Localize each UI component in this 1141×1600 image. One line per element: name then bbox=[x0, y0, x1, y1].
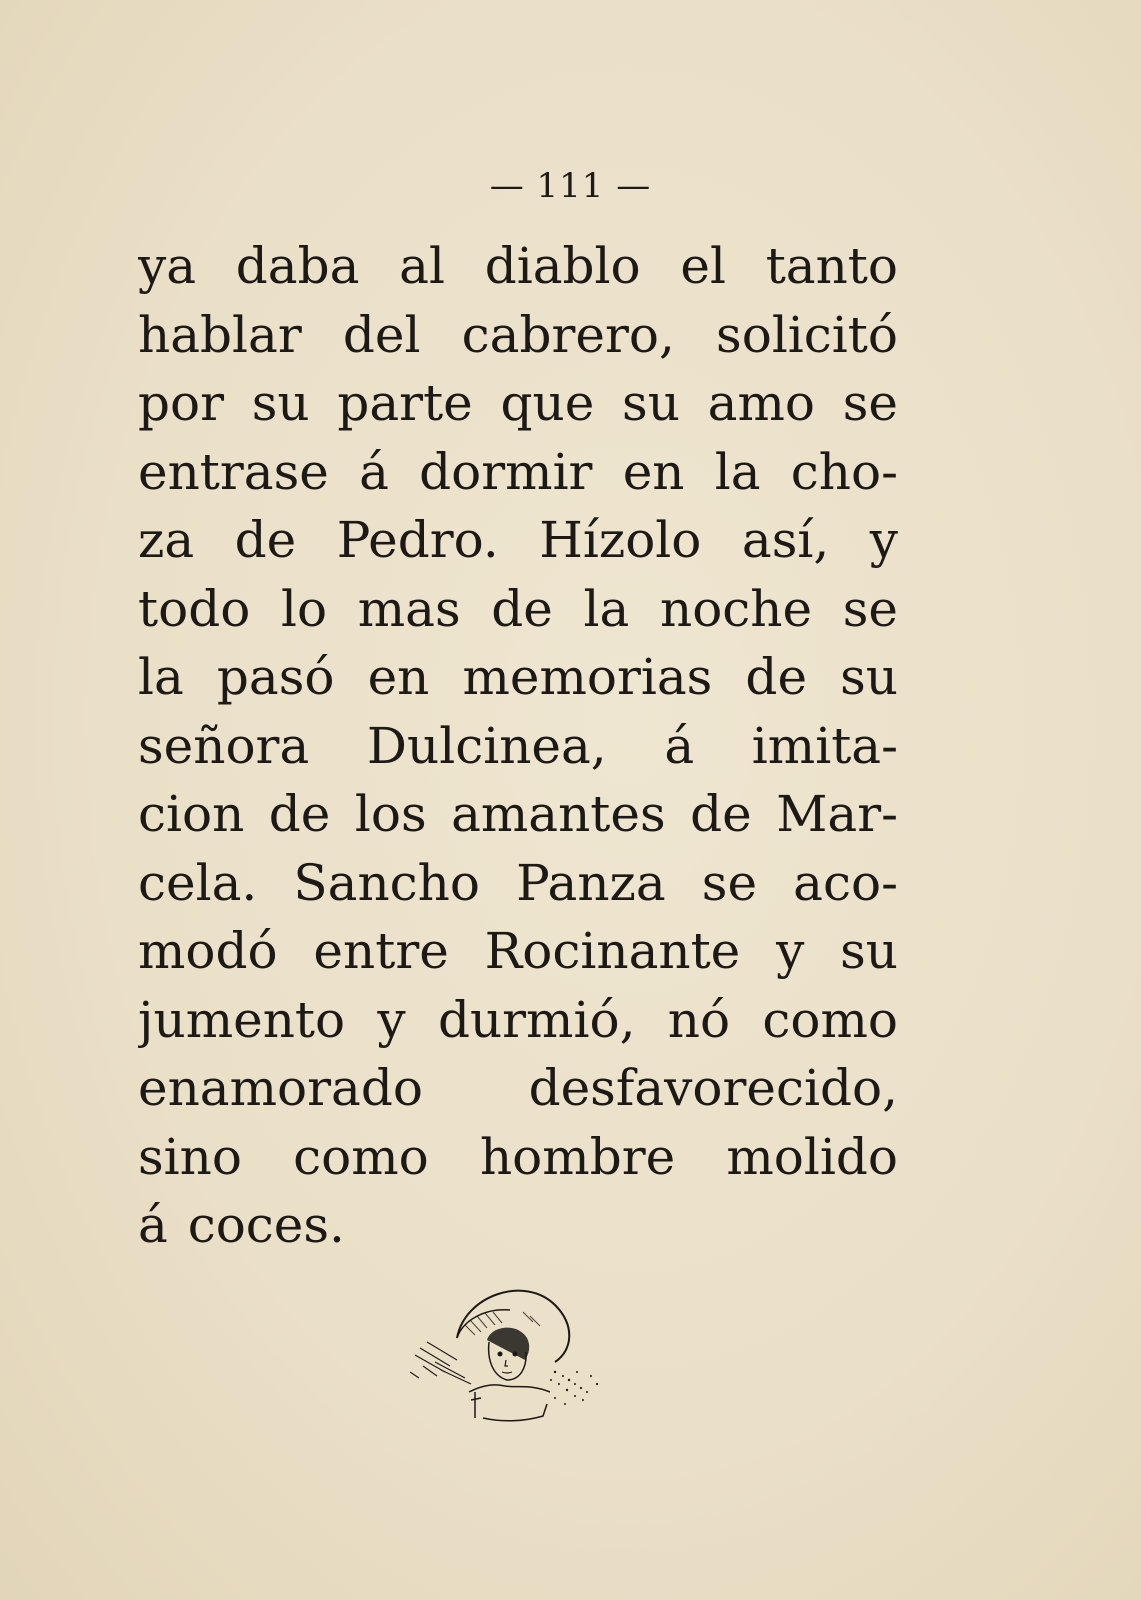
text-line: jumento y durmió, nó como bbox=[138, 990, 898, 1049]
text-line: modó entre Rocinante y su bbox=[138, 922, 898, 980]
text-line: todo lo mas de la noche se bbox=[138, 579, 898, 638]
child-portrait-illustration-icon bbox=[405, 1280, 620, 1455]
text-line: por su parte que su amo se bbox=[138, 374, 898, 432]
page-number: — 111 — bbox=[489, 166, 652, 206]
text-line: ya daba al diablo el tanto bbox=[138, 237, 898, 295]
text-line: sino como hombre molido bbox=[138, 1127, 898, 1186]
body-text bbox=[138, 232, 898, 1260]
text-line: cion de los amantes de Mar- bbox=[138, 785, 898, 843]
text-line: señora Dulcinea, á imita- bbox=[138, 716, 898, 775]
text-line-last: á coces. bbox=[138, 1196, 345, 1254]
text-line: entrase á dormir en la cho- bbox=[138, 442, 898, 501]
text-line: za de Pedro. Hízolo así, y bbox=[138, 511, 898, 569]
text-line: enamorado desfavorecido, bbox=[138, 1059, 898, 1117]
text-line: hablar del cabrero, solicitó bbox=[138, 305, 898, 364]
text-line: la pasó en memorias de su bbox=[138, 648, 898, 706]
text-line: cela. Sancho Panza se aco- bbox=[138, 853, 898, 912]
